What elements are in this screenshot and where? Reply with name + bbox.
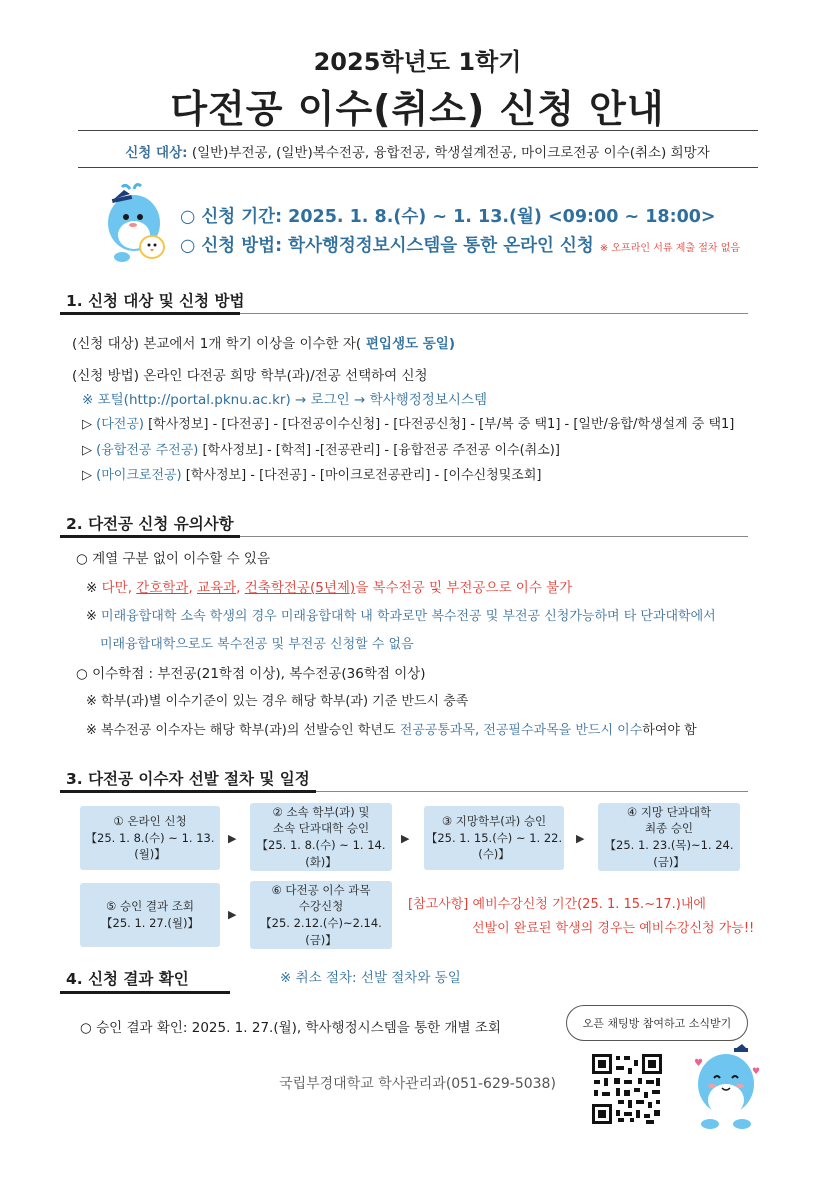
s1-portal: ※ 포털(http://portal.pknu.ac.kr) → 로그인 → 학사행정정보시스템 bbox=[82, 392, 487, 408]
bullet-icon: ▷ bbox=[82, 468, 92, 483]
target-line bbox=[0, 141, 835, 161]
result-check: ○ 승인 결과 확인: 2025. 1. 27.(월), 학사행정시스템을 통한 개별 조회 bbox=[80, 1020, 501, 1036]
target-label: 신청 대상: bbox=[125, 145, 188, 161]
s2-line1: ○ 계열 구분 없이 이수할 수 있음 bbox=[76, 551, 271, 567]
step-box bbox=[250, 881, 392, 949]
step-line: ③ 지망학부(과) 승인 bbox=[441, 813, 547, 828]
arrow-right-icon: ▶ bbox=[228, 908, 237, 921]
step-line: 【25. 1. 8.(수) ~ 1. 13.(월)】 bbox=[85, 830, 215, 862]
s2-l7e: 하여야 함 bbox=[642, 723, 697, 738]
s1-target bbox=[72, 332, 455, 352]
method-note: ※ 오프라인 서류 제출 절차 없음 bbox=[599, 243, 741, 254]
reference-note-1: [참고사항] 예비수강신청 기간(25. 1. 15.~17.)내에 bbox=[408, 897, 706, 912]
s2-l2c: 간호학과 bbox=[136, 580, 189, 596]
s2-l7a: ※ 복수전공 이수자는 해당 학부(과)의 선발승인 학년도 bbox=[86, 723, 400, 738]
svg-text:♥: ♥ bbox=[752, 1067, 761, 1077]
divider bbox=[60, 312, 240, 315]
s2-l3b: 미래융합대학 소속 학생의 경우 미래융합대학 내 학과로만 복수전공 및 부전공 신청가능하며 타 단과대학에서 bbox=[101, 609, 716, 624]
section2-title: 2. 다전공 신청 유의사항 bbox=[66, 515, 234, 533]
step-line: 【25. 1. 8.(수) ~ 1. 14.(화)】 bbox=[256, 838, 386, 869]
step-line: ④ 지망 단과대학 bbox=[626, 804, 712, 819]
divider bbox=[78, 130, 758, 131]
s2-l2g: 건축학전공(5년제) bbox=[244, 580, 356, 596]
arrow-right-icon: ▶ bbox=[401, 832, 410, 845]
arrow-right-icon: ▶ bbox=[576, 832, 585, 845]
divider bbox=[60, 790, 316, 793]
section3-title: 3. 다전공 이수자 선발 절차 및 일정 bbox=[66, 770, 310, 788]
s1-path2-label: (융합전공 주전공) bbox=[96, 443, 199, 458]
s1-path3-label: (마이크로전공) bbox=[96, 468, 182, 483]
s1-path1 bbox=[82, 413, 734, 432]
step-box bbox=[80, 883, 220, 947]
cancel-procedure: ※ 취소 절차: 선발 절차와 동일 bbox=[280, 970, 461, 986]
page-title: 다전공 이수(취소) 신청 안내 bbox=[170, 87, 665, 131]
method-text: ○ 신청 방법: 학사행정정보시스템을 통한 온라인 신청 bbox=[180, 236, 594, 256]
step-box bbox=[80, 806, 220, 870]
mark: ※ bbox=[86, 580, 102, 596]
s1-path3 bbox=[82, 464, 542, 483]
s2-l7c: , bbox=[475, 723, 484, 738]
step-box bbox=[598, 803, 740, 871]
s2-l2e: 교육과 bbox=[197, 580, 237, 596]
application-period: ○ 신청 기간: 2025. 1. 8.(수) ~ 1. 13.(월) <09:00 ~ 18:00> bbox=[180, 207, 716, 227]
step-line: ⑤ 승인 결과 조회 bbox=[106, 899, 194, 914]
application-method bbox=[180, 232, 740, 257]
step-line: 【25. 2.12.(수)~2.14.(금)】 bbox=[260, 916, 382, 947]
step-box bbox=[250, 803, 392, 871]
s1-target-a: (신청 대상) 본교에서 1개 학기 이상을 이수한 자( bbox=[72, 336, 362, 352]
s2-line4: 미래융합대학으로도 복수전공 및 부전공 신청할 수 없음 bbox=[100, 637, 414, 652]
s2-line2 bbox=[86, 576, 572, 596]
section1-title: 1. 신청 대상 및 신청 방법 bbox=[66, 292, 245, 310]
subtitle: 2025학년도 1학기 bbox=[313, 48, 522, 76]
step-line: 최종 승인 bbox=[644, 821, 694, 836]
bullet-icon: ▷ bbox=[82, 417, 92, 432]
divider bbox=[60, 535, 240, 538]
section4-title: 4. 신청 결과 확인 bbox=[66, 970, 189, 988]
mark: ※ bbox=[86, 609, 102, 624]
s2-line5: ○ 이수학점 : 부전공(21학점 이상), 복수전공(36학점 이상) bbox=[76, 666, 426, 682]
s2-l2h: 을 복수전공 및 부전공으로 이수 불가 bbox=[355, 580, 573, 596]
svg-text:♥: ♥ bbox=[694, 1058, 703, 1069]
s1-path2-text: [학사정보] - [학적] -[전공관리] - [융합전공 주전공 이수(취소)] bbox=[198, 443, 560, 458]
step-line: 【25. 1. 23.(목)~1. 24.(금)】 bbox=[604, 838, 734, 869]
s1-path1-label: (다전공) bbox=[96, 417, 144, 432]
s1-path1-text: [학사정보] - [다전공] - [다전공이수신청] - [다전공신청] - [부/복 중 택1] - [일반/융합/학생설계 중 택1] bbox=[143, 417, 735, 432]
s1-path2 bbox=[82, 439, 560, 458]
footer-contact: 국립부경대학교 학사관리과(051-629-5038) bbox=[279, 1076, 556, 1092]
s2-l2f: , bbox=[236, 580, 245, 596]
step-line: 【25. 1. 27.(월)】 bbox=[101, 916, 199, 930]
chat-bubble: 오픈 채팅방 참여하고 소식받기 bbox=[566, 1005, 748, 1041]
s1-method: (신청 방법) 온라인 다전공 희망 학부(과)/전공 선택하여 신청 bbox=[72, 368, 428, 384]
s2-line3 bbox=[86, 605, 716, 624]
divider bbox=[60, 991, 230, 994]
step-line: ⑥ 다전공 이수 과목 bbox=[271, 882, 371, 897]
s2-line6: ※ 학부(과)별 이수기준이 있는 경우 해당 학부(과) 기준 반드시 충족 bbox=[86, 694, 469, 709]
s2-l7d: 전공필수과목을 반드시 이수 bbox=[483, 723, 643, 738]
divider bbox=[78, 167, 758, 168]
s2-l2d: , bbox=[188, 580, 198, 596]
step-line: 수강신청 bbox=[298, 899, 344, 914]
s2-l2b: 다만, bbox=[101, 580, 137, 596]
arrow-right-icon: ▶ bbox=[228, 832, 237, 845]
reference-note-2: 선발이 완료된 학생의 경우는 예비수강신청 가능!! bbox=[472, 921, 755, 936]
whale-mascot-icon bbox=[100, 183, 172, 265]
bullet-icon: ▷ bbox=[82, 443, 92, 458]
step-line: ② 소속 학부(과) 및 bbox=[272, 804, 370, 819]
step-line: 【25. 1. 15.(수) ~ 1. 22.(수)】 bbox=[425, 830, 563, 862]
s1-target-b: 편입생도 동일) bbox=[361, 336, 455, 352]
step-box bbox=[424, 806, 564, 870]
s2-l7b: 전공공통과목 bbox=[399, 723, 476, 738]
target-text: (일반)부전공, (일반)복수전공, 융합전공, 학생설계전공, 마이크로전공 이수(취소) 희망자 bbox=[187, 145, 710, 161]
step-line: ① 온라인 신청 bbox=[113, 813, 187, 828]
s2-line7 bbox=[86, 719, 697, 738]
step-line: 소속 단과대학 승인 bbox=[272, 821, 370, 836]
s1-path3-text: [학사정보] - [다전공] - [마이크로전공관리] - [이수신청및조회] bbox=[181, 468, 542, 483]
